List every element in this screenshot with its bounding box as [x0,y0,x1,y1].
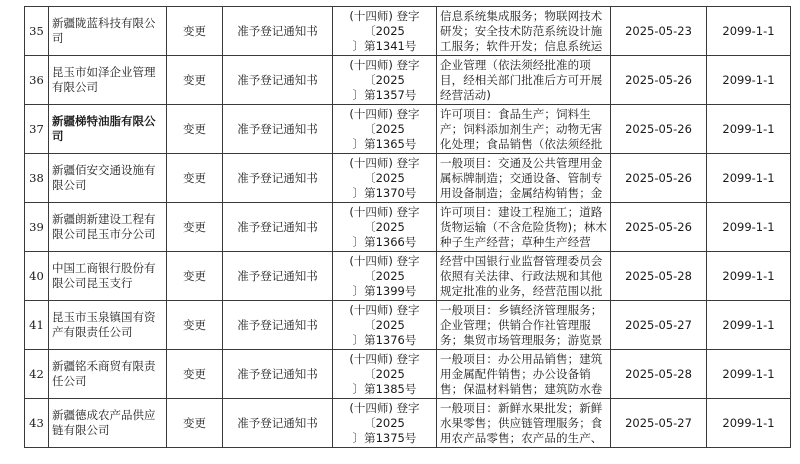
company-name: 新疆铭禾商贸有限责任公司 [49,350,167,399]
row-number: 42 [25,350,49,399]
document-number-line2: 〕第1375号 [352,430,417,445]
document-number-line1: (十四师) 登字〔2025 [349,8,420,38]
document-number-line2: 〕第1341号 [352,38,417,53]
document-number-line2: 〕第1399号 [352,283,417,298]
document-number-line1: (十四师) 登字〔2025 [349,253,420,283]
business-scope [437,105,611,154]
business-scope [437,56,611,105]
decision-date: 2025-05-28 [611,350,707,399]
decision-date: 2025-05-27 [611,301,707,350]
document-number [333,301,437,350]
table-row [25,105,791,154]
change-type: 变更 [167,301,223,350]
document-number-line2: 〕第1370号 [352,185,417,200]
document-number-line1: (十四师) 登字〔2025 [349,155,420,185]
document-number-line1: (十四师) 登字〔2025 [349,351,420,381]
row-number: 35 [25,7,49,56]
business-scope-text: 许可项目：食品生产；饲料生产；饲料添加剂生产；动物无害化处理；食品销售（依法须经批 [440,106,603,151]
document-type: 准予登记通知书 [223,7,333,56]
row-number: 38 [25,154,49,203]
table-row [25,399,791,448]
company-name: 新疆梯特油脂有限公司 [49,105,167,154]
business-scope-text: 一般项目：交通及公共管理用金属标牌制造；交通设备、管制专用设备制造；金属结构销售；金 [440,155,603,200]
change-type: 变更 [167,7,223,56]
validity-expiry: 2099-1-1 [707,301,791,350]
business-scope-text: 一般项目：新鲜水果批发；新鲜水果零售；供应链管理服务；食用农产品零售；农产品的生产、 [440,400,603,445]
business-scope [437,301,611,350]
document-number-line2: 〕第1365号 [352,136,417,151]
company-name: 新疆佰安交通设施有限公司 [49,154,167,203]
document-type: 准予登记通知书 [223,399,333,448]
validity-expiry: 2099-1-1 [707,56,791,105]
document-number-line1: (十四师) 登字〔2025 [349,204,420,234]
business-scope [437,399,611,448]
table-row [25,350,791,399]
document-number-line1: (十四师) 登字〔2025 [349,302,420,332]
row-number: 40 [25,252,49,301]
change-type: 变更 [167,154,223,203]
table-row [25,301,791,350]
decision-date: 2025-05-23 [611,7,707,56]
business-scope-text: 企业管理（依法须经批准的项目，经相关部门批准后方可开展经营活动) [440,57,603,102]
table-row [25,7,791,56]
row-number: 41 [25,301,49,350]
document-type: 准予登记通知书 [223,301,333,350]
document-number [333,399,437,448]
validity-expiry: 2099-1-1 [707,105,791,154]
document-type: 准予登记通知书 [223,154,333,203]
table-row [25,203,791,252]
change-type: 变更 [167,56,223,105]
row-number: 43 [25,399,49,448]
document-number [333,350,437,399]
validity-expiry: 2099-1-1 [707,203,791,252]
business-scope-text: 信息系统集成服务；物联网技术研发；安全技术防范系统设计施工服务；软件开发；信息系统运 [440,8,603,53]
decision-date: 2025-05-26 [611,154,707,203]
document-number-line1: (十四师) 登字〔2025 [349,106,420,136]
company-name: 新疆朗新建设工程有限公司昆玉市分公司 [49,203,167,252]
validity-expiry: 2099-1-1 [707,350,791,399]
document-number [333,252,437,301]
table-body [25,7,791,448]
row-number: 36 [25,56,49,105]
validity-expiry: 2099-1-1 [707,399,791,448]
business-scope-text: 经营中国银行业监督管理委员会依照有关法律、行政法规和其他规定批准的业务，经营范围以批 [440,253,603,298]
document-number-line1: (十四师) 登字〔2025 [349,57,420,87]
decision-date: 2025-05-26 [611,203,707,252]
company-name: 昆玉市玉泉镇国有资产有限责任公司 [49,301,167,350]
company-name: 中国工商银行股份有限公司昆玉支行 [49,252,167,301]
document-number [333,154,437,203]
decision-date: 2025-05-26 [611,56,707,105]
decision-date: 2025-05-26 [611,105,707,154]
validity-expiry: 2099-1-1 [707,7,791,56]
document-number [333,105,437,154]
change-type: 变更 [167,203,223,252]
change-type: 变更 [167,399,223,448]
change-type: 变更 [167,252,223,301]
document-type: 准予登记通知书 [223,350,333,399]
document-type: 准予登记通知书 [223,252,333,301]
document-type: 准予登记通知书 [223,105,333,154]
document-number-line2: 〕第1385号 [352,381,417,396]
document-number-line2: 〕第1357号 [352,87,417,102]
validity-expiry: 2099-1-1 [707,252,791,301]
row-number: 39 [25,203,49,252]
document-type: 准予登记通知书 [223,56,333,105]
document-number-line2: 〕第1366号 [352,234,417,249]
table-row [25,252,791,301]
table-row [25,56,791,105]
change-type: 变更 [167,350,223,399]
change-type: 变更 [167,105,223,154]
document-number [333,203,437,252]
business-scope [437,203,611,252]
registration-table [24,6,791,448]
business-scope [437,7,611,56]
decision-date: 2025-05-28 [611,252,707,301]
row-number: 37 [25,105,49,154]
company-name: 新疆陇蓝科技有限公司 [49,7,167,56]
validity-expiry: 2099-1-1 [707,154,791,203]
document-number [333,7,437,56]
company-name: 昆玉市如泽企业管理有限公司 [49,56,167,105]
business-scope-text: 一般项目：乡镇经济管理服务；企业管理；供销合作社管理服务；集贸市场管理服务；游览景 [440,302,603,347]
document-number [333,56,437,105]
business-scope [437,252,611,301]
company-name: 新疆德成农产品供应链有限公司 [49,399,167,448]
business-scope-text: 一般项目：办公用品销售；建筑用金属配件销售；办公设备销售；保温材料销售；建筑防水卷 [440,351,603,396]
document-number-line1: (十四师) 登字〔2025 [349,400,420,430]
decision-date: 2025-05-27 [611,399,707,448]
document-number-line2: 〕第1376号 [352,332,417,347]
table-row [25,154,791,203]
business-scope [437,350,611,399]
business-scope [437,154,611,203]
business-scope-text: 许可项目：建设工程施工；道路货物运输（不含危险货物)；林木种子生产经营；草种生产经营 [440,204,607,249]
document-type: 准予登记通知书 [223,203,333,252]
